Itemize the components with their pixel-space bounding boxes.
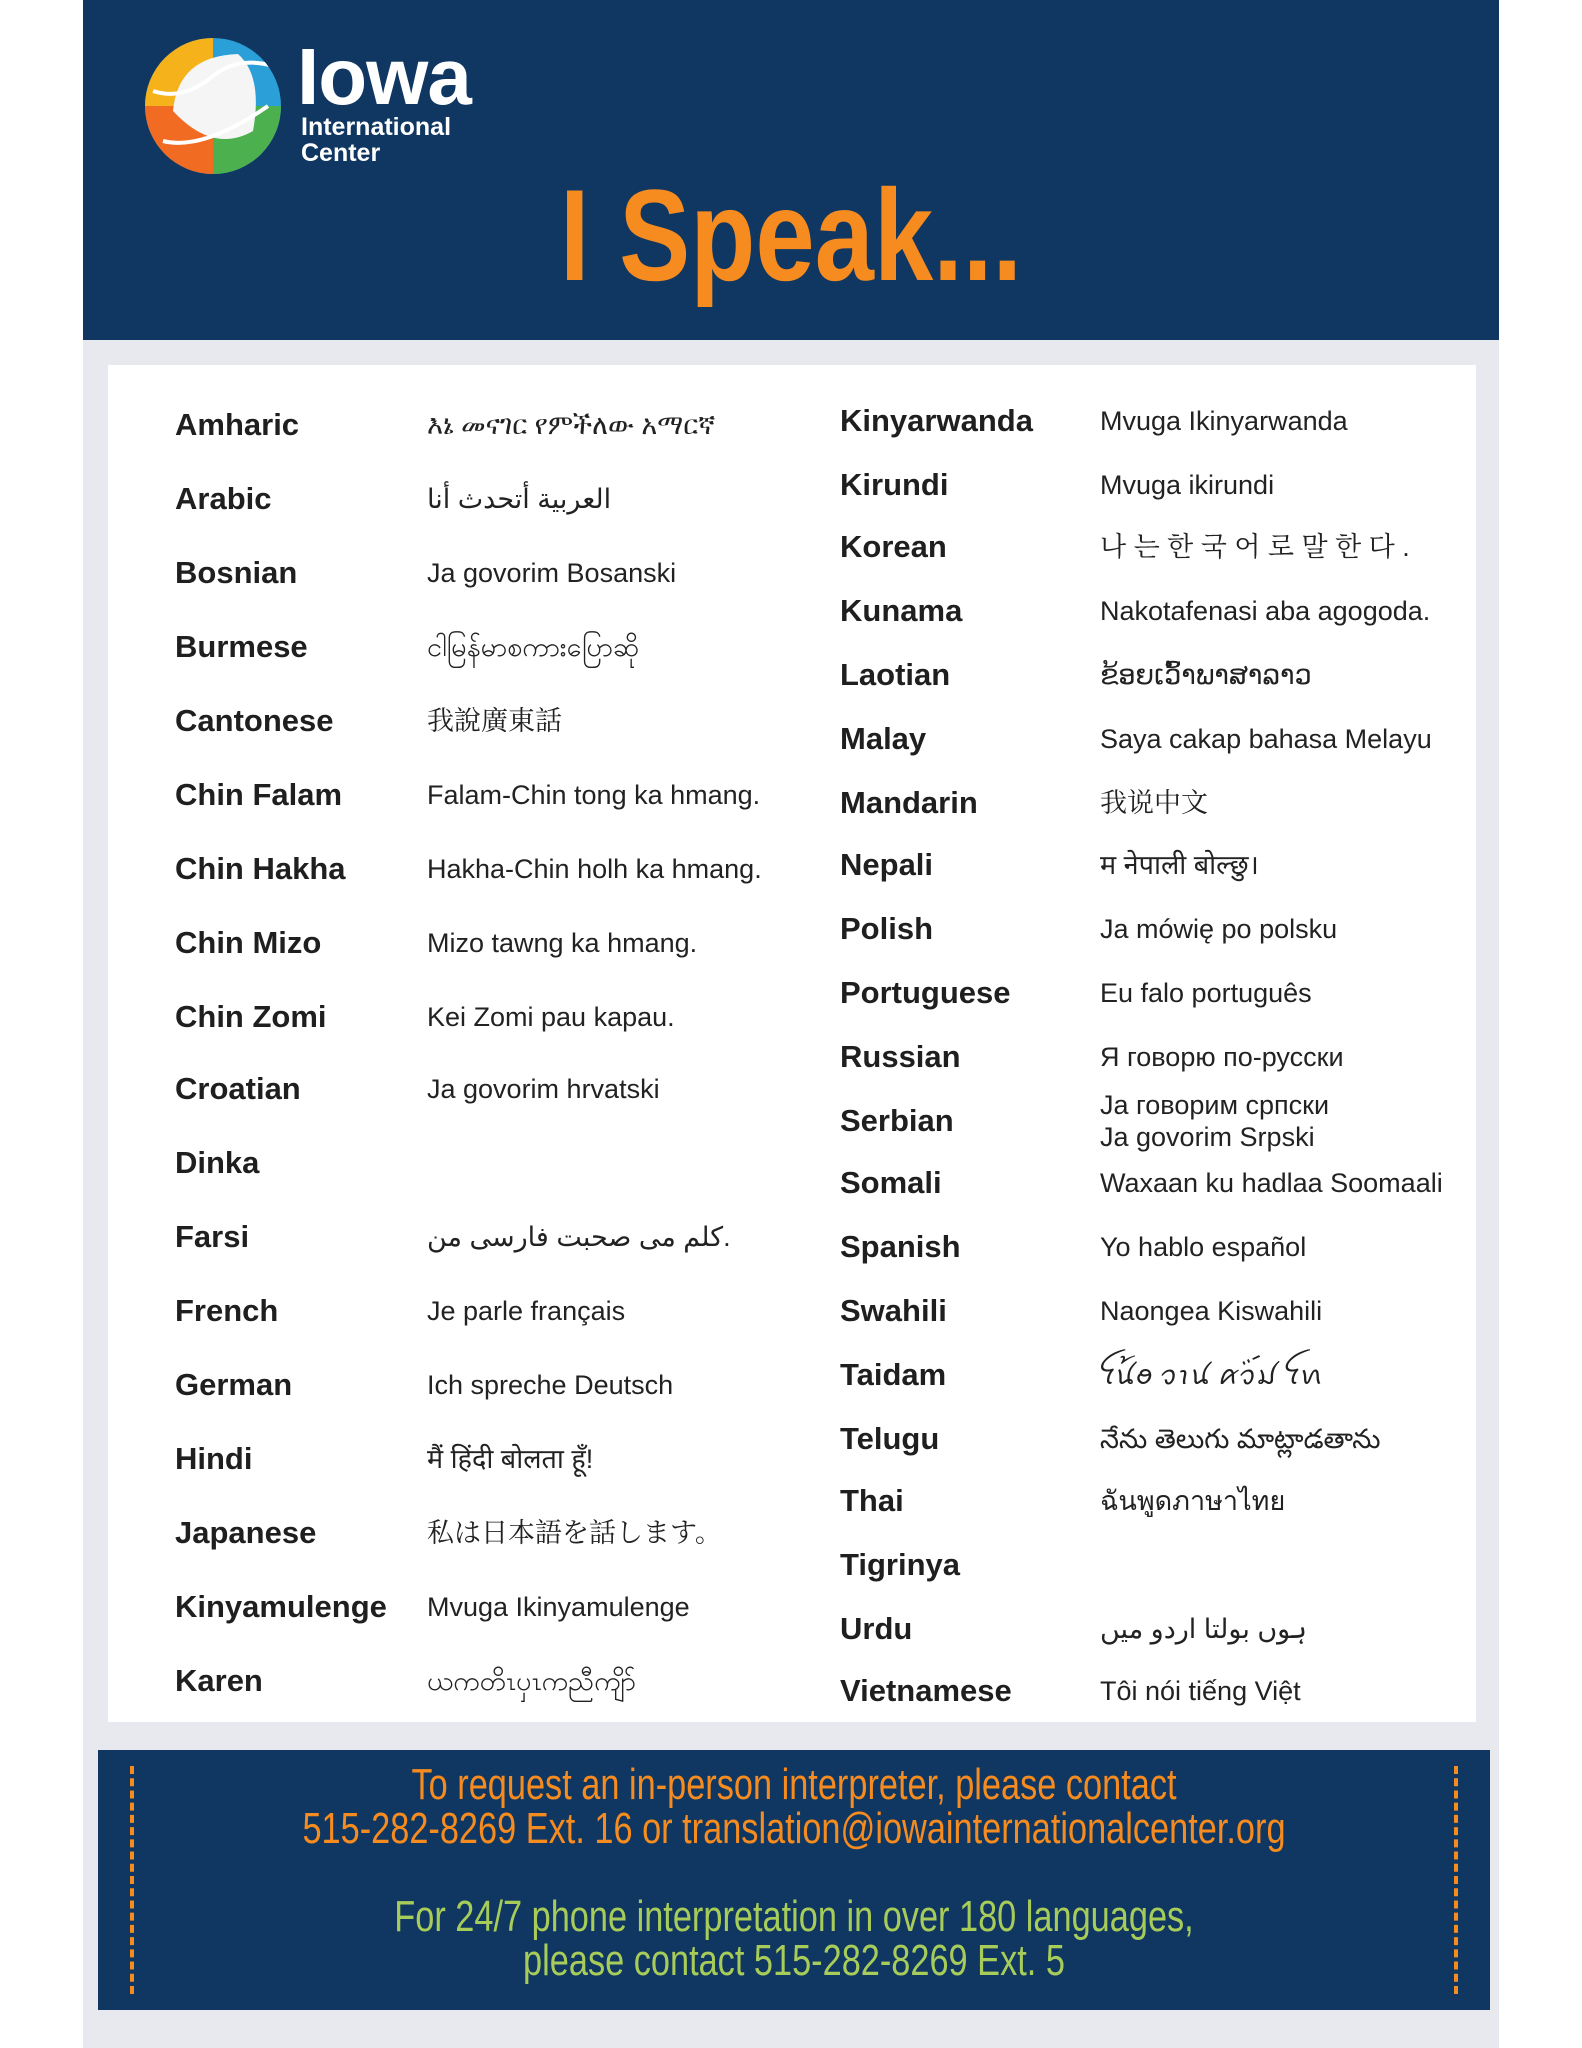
language-name: Taidam <box>840 1357 947 1392</box>
language-phrase: 我說廣東話 <box>427 706 562 736</box>
language-phrase: Tôi nói tiếng Việt <box>1100 1676 1301 1706</box>
dashed-divider-left <box>130 1766 134 1994</box>
language-name: Kunama <box>840 593 963 628</box>
language-name: Amharic <box>175 407 300 442</box>
language-phrase: العربية أتحدث أنا <box>427 484 612 514</box>
language-name: Japanese <box>175 1515 317 1550</box>
language-phrase: Nakotafenasi aba agogoda. <box>1100 596 1431 626</box>
language-phrase: Yo hablo español <box>1100 1232 1307 1262</box>
language-name: Hindi <box>175 1441 253 1476</box>
language-phrase: Ja govorim Bosanski <box>427 558 677 588</box>
language-phrase: ہوں بولتا اردو میں <box>1100 1614 1307 1644</box>
language-name: French <box>175 1293 279 1328</box>
language-phrase: 私は日本語を話します。 <box>427 1518 722 1548</box>
footer-phone-contact-line: please contact 515-282-8269 Ext. 5 <box>523 1936 1065 1985</box>
language-phrase: Mvuga ikirundi <box>1100 470 1275 500</box>
language-name: Arabic <box>175 481 272 516</box>
language-phrase: ຂ້ອຍເວົ້າພາສາລາວ <box>1100 660 1312 690</box>
footer-contact-line: 515-282-8269 Ext. 16 or translation@iowainternationalcenter.org <box>302 1804 1286 1853</box>
language-phrase: Mizo tawng ka hmang. <box>427 928 698 958</box>
language-name: Farsi <box>175 1219 250 1254</box>
language-phrase: Ja mówię po polsku <box>1100 914 1338 944</box>
dashed-divider-right <box>1454 1766 1458 1994</box>
language-name: Korean <box>840 529 947 564</box>
language-name: Telugu <box>840 1421 940 1456</box>
language-name: Chin Mizo <box>175 925 322 960</box>
language-phrase: እኔ መናገር የምችለው አማርኛ <box>427 410 716 440</box>
brand-sub-line-2: Center <box>301 139 381 167</box>
language-name: Dinka <box>175 1145 260 1180</box>
language-phrase: .کلم می صحبت فارسی من <box>427 1222 731 1252</box>
language-name: Mandarin <box>840 785 978 820</box>
header-banner <box>83 0 1499 340</box>
language-phrase: Hakha-Chin holh ka hmang. <box>427 854 762 884</box>
language-phrase: నేను తెలుగు మాట్లాడతాను <box>1100 1424 1381 1454</box>
language-name: Laotian <box>840 657 951 692</box>
language-name: Polish <box>840 911 934 946</box>
language-phrase: Naongea Kiswahili <box>1100 1296 1323 1326</box>
language-name: Tigrinya <box>840 1547 961 1582</box>
language-name: Croatian <box>175 1071 301 1106</box>
language-name: Karen <box>175 1663 263 1698</box>
language-name: Russian <box>840 1039 961 1074</box>
page-title: I Speak... <box>559 162 1023 308</box>
language-phrase: Falam-Chin tong ka hmang. <box>427 780 761 810</box>
language-name: German <box>175 1367 293 1402</box>
language-phrase: Ich spreche Deutsch <box>427 1370 674 1400</box>
language-phrase: म नेपाली बोल्छु। <box>1100 850 1259 880</box>
brand-sub-line-1: International <box>301 113 452 141</box>
phrase-line-2: Ja govorim Srpski <box>1100 1122 1315 1152</box>
language-name: Chin Falam <box>175 777 343 812</box>
language-name: Serbian <box>840 1103 954 1138</box>
language-phrase: ယကတိၤပှၤကညီကျိာ် <box>427 1666 636 1696</box>
language-name: Swahili <box>840 1293 947 1328</box>
language-name: Spanish <box>840 1229 961 1264</box>
flyer-page <box>83 0 1499 2048</box>
language-name: Cantonese <box>175 703 334 738</box>
footer-phone-line: For 24/7 phone interpretation in over 180 languages, <box>394 1892 1194 1941</box>
footer-request-line: To request an in-person interpreter, please contact <box>411 1760 1177 1809</box>
language-phrase: Je parle français <box>427 1296 626 1326</box>
language-name: Thai <box>840 1483 904 1518</box>
language-name: Nepali <box>840 847 934 882</box>
language-name: Kirundi <box>840 467 949 502</box>
brand-subtitle <box>301 114 451 166</box>
language-phrase: Waxaan ku hadlaa Soomaali <box>1100 1168 1443 1198</box>
language-phrase: Ja govorim hrvatski <box>427 1074 660 1104</box>
language-phrase: 我说中文 <box>1100 788 1208 818</box>
contact-footer <box>98 1750 1490 2010</box>
language-phrase: मैं हिंदी बोलता हूँ! <box>427 1444 594 1474</box>
language-name: Kinyarwanda <box>840 403 1033 438</box>
language-phrase: Eu falo português <box>1100 978 1312 1008</box>
globe-logo-icon <box>143 36 283 176</box>
brand-name: Iowa <box>297 32 471 121</box>
language-name: Bosnian <box>175 555 298 590</box>
language-phrase: ငါမြန်မာစကားပြောဆို <box>427 632 639 662</box>
language-name: Urdu <box>840 1611 913 1646</box>
language-phrase: Kei Zomi pau kapau. <box>427 1002 675 1032</box>
language-name: Malay <box>840 721 927 756</box>
language-name: Vietnamese <box>840 1673 1012 1708</box>
language-name: Burmese <box>175 629 308 664</box>
language-phrase: ꪼꪙ꫁ꪮ ꪫꪱꪙ ꪁꪫꪾꪣ ꪼꪕ <box>1100 1360 1324 1390</box>
language-phrase: Я говорю по-русски <box>1100 1042 1344 1072</box>
language-name: Kinyamulenge <box>175 1589 387 1624</box>
language-phrase: Mvuga Ikinyarwanda <box>1100 406 1348 436</box>
languages-card <box>108 365 1476 1722</box>
language-phrase: Mvuga Ikinyamulenge <box>427 1592 690 1622</box>
language-phrase: Saya cakap bahasa Melayu <box>1100 724 1432 754</box>
language-phrase <box>1100 1089 1329 1153</box>
language-phrase: 나 는 한 국 어 로 말 한 다 . <box>1100 532 1410 562</box>
phrase-line-1: Ja говорим српски <box>1100 1090 1330 1120</box>
language-name: Somali <box>840 1165 942 1200</box>
language-name: Portuguese <box>840 975 1011 1010</box>
language-name: Chin Hakha <box>175 851 346 886</box>
language-phrase: ฉันพูดภาษาไทย <box>1100 1486 1286 1516</box>
language-name: Chin Zomi <box>175 999 327 1034</box>
